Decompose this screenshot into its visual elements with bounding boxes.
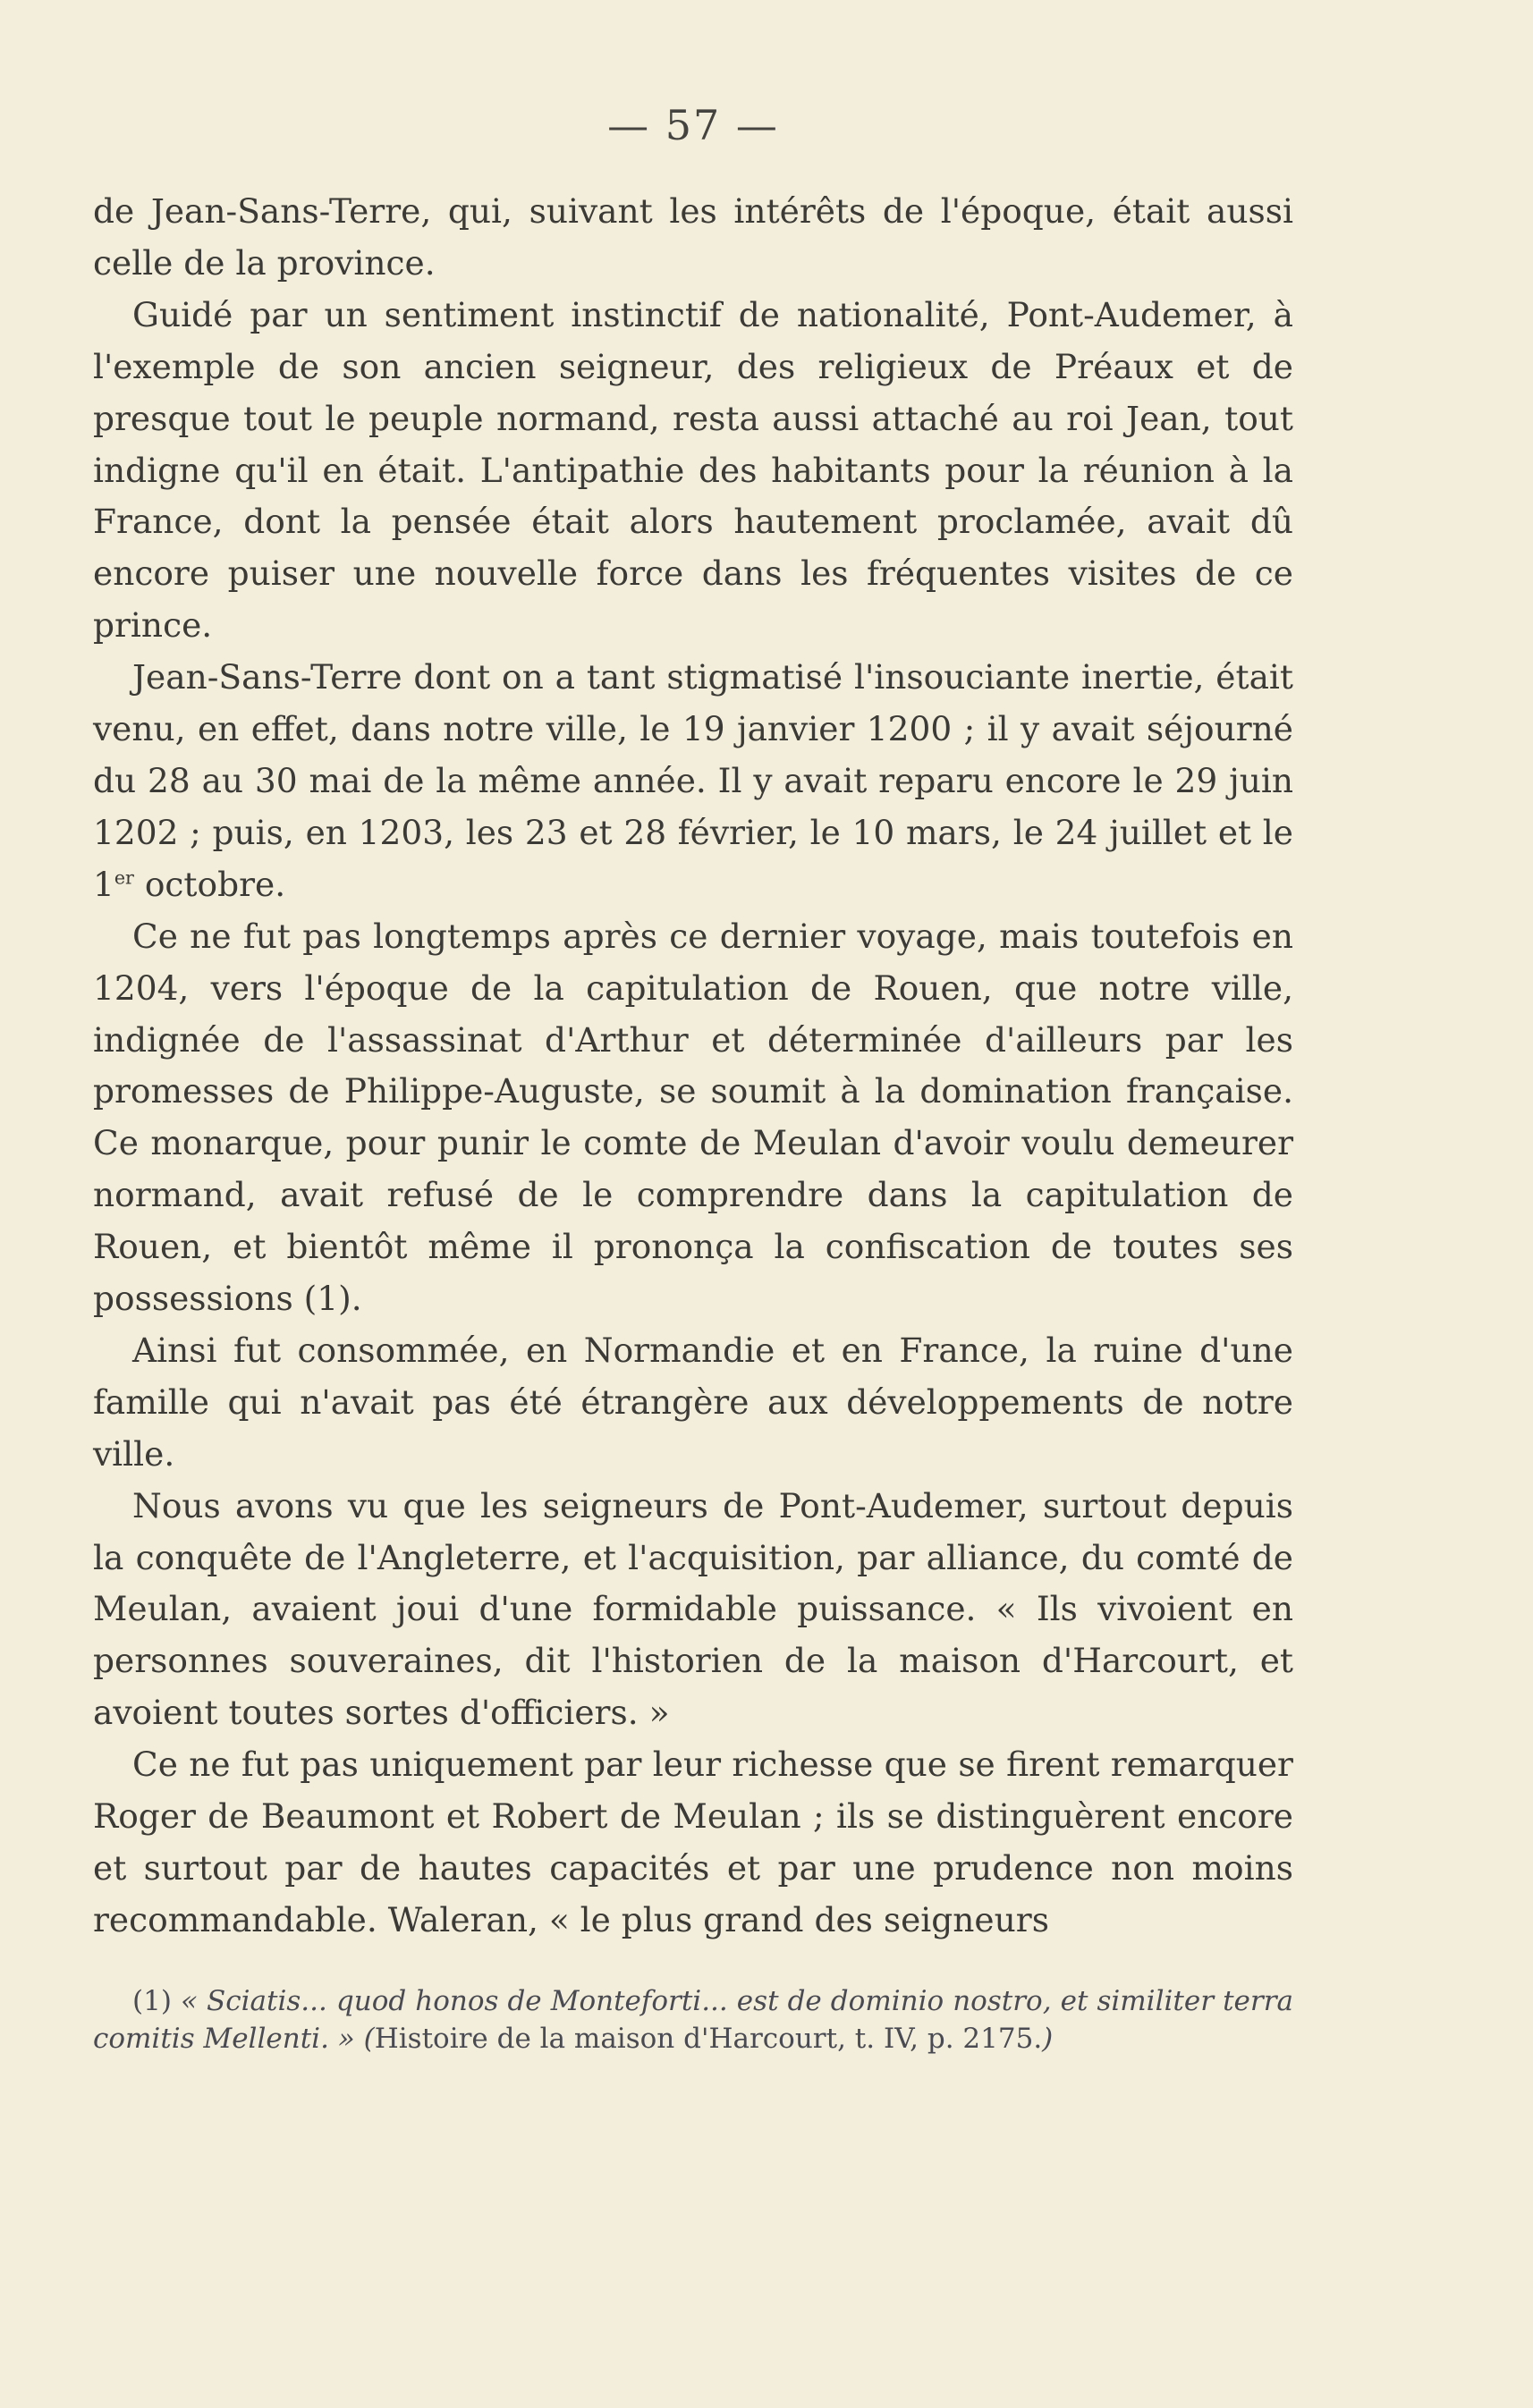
paragraph: Nous avons vu que les seigneurs de Pont-Audemer, surtout depuis la conquête de l'Angleterre, et l'acquisition, par alliance, du comté de Meulan, avaient joui d'une formidable puissance. « Ils vivoient en personnes souveraines, dit l'historien de la maison d'Harcourt, et avoient toutes sortes d'officiers. » — [93, 1485, 1293, 1733]
paragraph-text: Jean-Sans-Terre dont on a tant stigmatisé l'insouciante inertie, était venu, en effet, dans notre ville, le 19 janvier 1200 ; il y avait séjourné du 28 au 30 mai de la même année. Il y avait reparu encore le 29 juin 1202 ; puis, en 1203, les 23 et 28 février, le 10 mars, le 24 juillet et le 1 — [93, 657, 1293, 904]
paragraph: Ce ne fut pas uniquement par leur richesse que se firent remarquer Roger de Beaumont et Robert de Meulan ; ils se distinguèrent encore et surtout par de hautes capacités et par une prudence non moins recommandable. Waleran, « le plus grand des seigneurs — [93, 1745, 1293, 1939]
book-page — [93, 100, 1293, 2057]
footnote — [93, 1982, 1293, 2057]
footnote-open-paren: ( — [363, 2022, 375, 2055]
footnote-quote: « Sciatis... quod honos de Monteforti... est de dominio nostro, et similiter terra comitis Mellenti. » — [93, 1984, 1294, 2055]
footnote-source: Histoire de la maison d'Harcourt, t. IV, p. 2175. — [374, 2022, 1043, 2055]
paragraph-continuation: de Jean-Sans-Terre, qui, suivant les intérêts de l'époque, était aussi celle de la province. — [93, 191, 1293, 283]
paragraph: Ainsi fut consommée, en Normandie et en France, la ruine d'une famille qui n'avait pas été étrangère aux développements de notre ville. — [93, 1330, 1293, 1474]
paragraph — [93, 652, 1293, 911]
footnote-number: (1) — [132, 1984, 172, 2017]
footnote-close-paren: ) — [1042, 2022, 1054, 2055]
paragraph-text: octobre. — [133, 864, 286, 904]
page-number: — 57 — — [607, 101, 779, 149]
paragraph: Ce ne fut pas longtemps après ce dernier voyage, mais toutefois en 1204, vers l'époque de la capitulation de Rouen, que notre ville, indignée de l'assassinat d'Arthur et déterminée d'ailleurs par les promesses de Philippe-Auguste, se soumit à la domination française. Ce monarque, pour punir le comte de Meulan d'avoir voulu demeurer normand, avait refusé de le comprendre dans la capitulation de Rouen, et bientôt même il prononça la confiscation de toutes ses possessions (1). — [93, 916, 1293, 1319]
body-text — [93, 186, 1293, 1947]
paragraph: Guidé par un sentiment instinctif de nationalité, Pont-Audemer, à l'exemple de son ancien seigneur, des religieux de Préaux et de presque tout le peuple normand, resta aussi attaché au roi Jean, tout indigne qu'il en était. L'antipathie des habitants pour la réunion à la France, dont la pensée était alors hautement proclamée, avait dû encore puiser une nouvelle force dans les fréquentes visites de ce prince. — [93, 294, 1293, 646]
ordinal-superscript: er — [114, 866, 134, 889]
